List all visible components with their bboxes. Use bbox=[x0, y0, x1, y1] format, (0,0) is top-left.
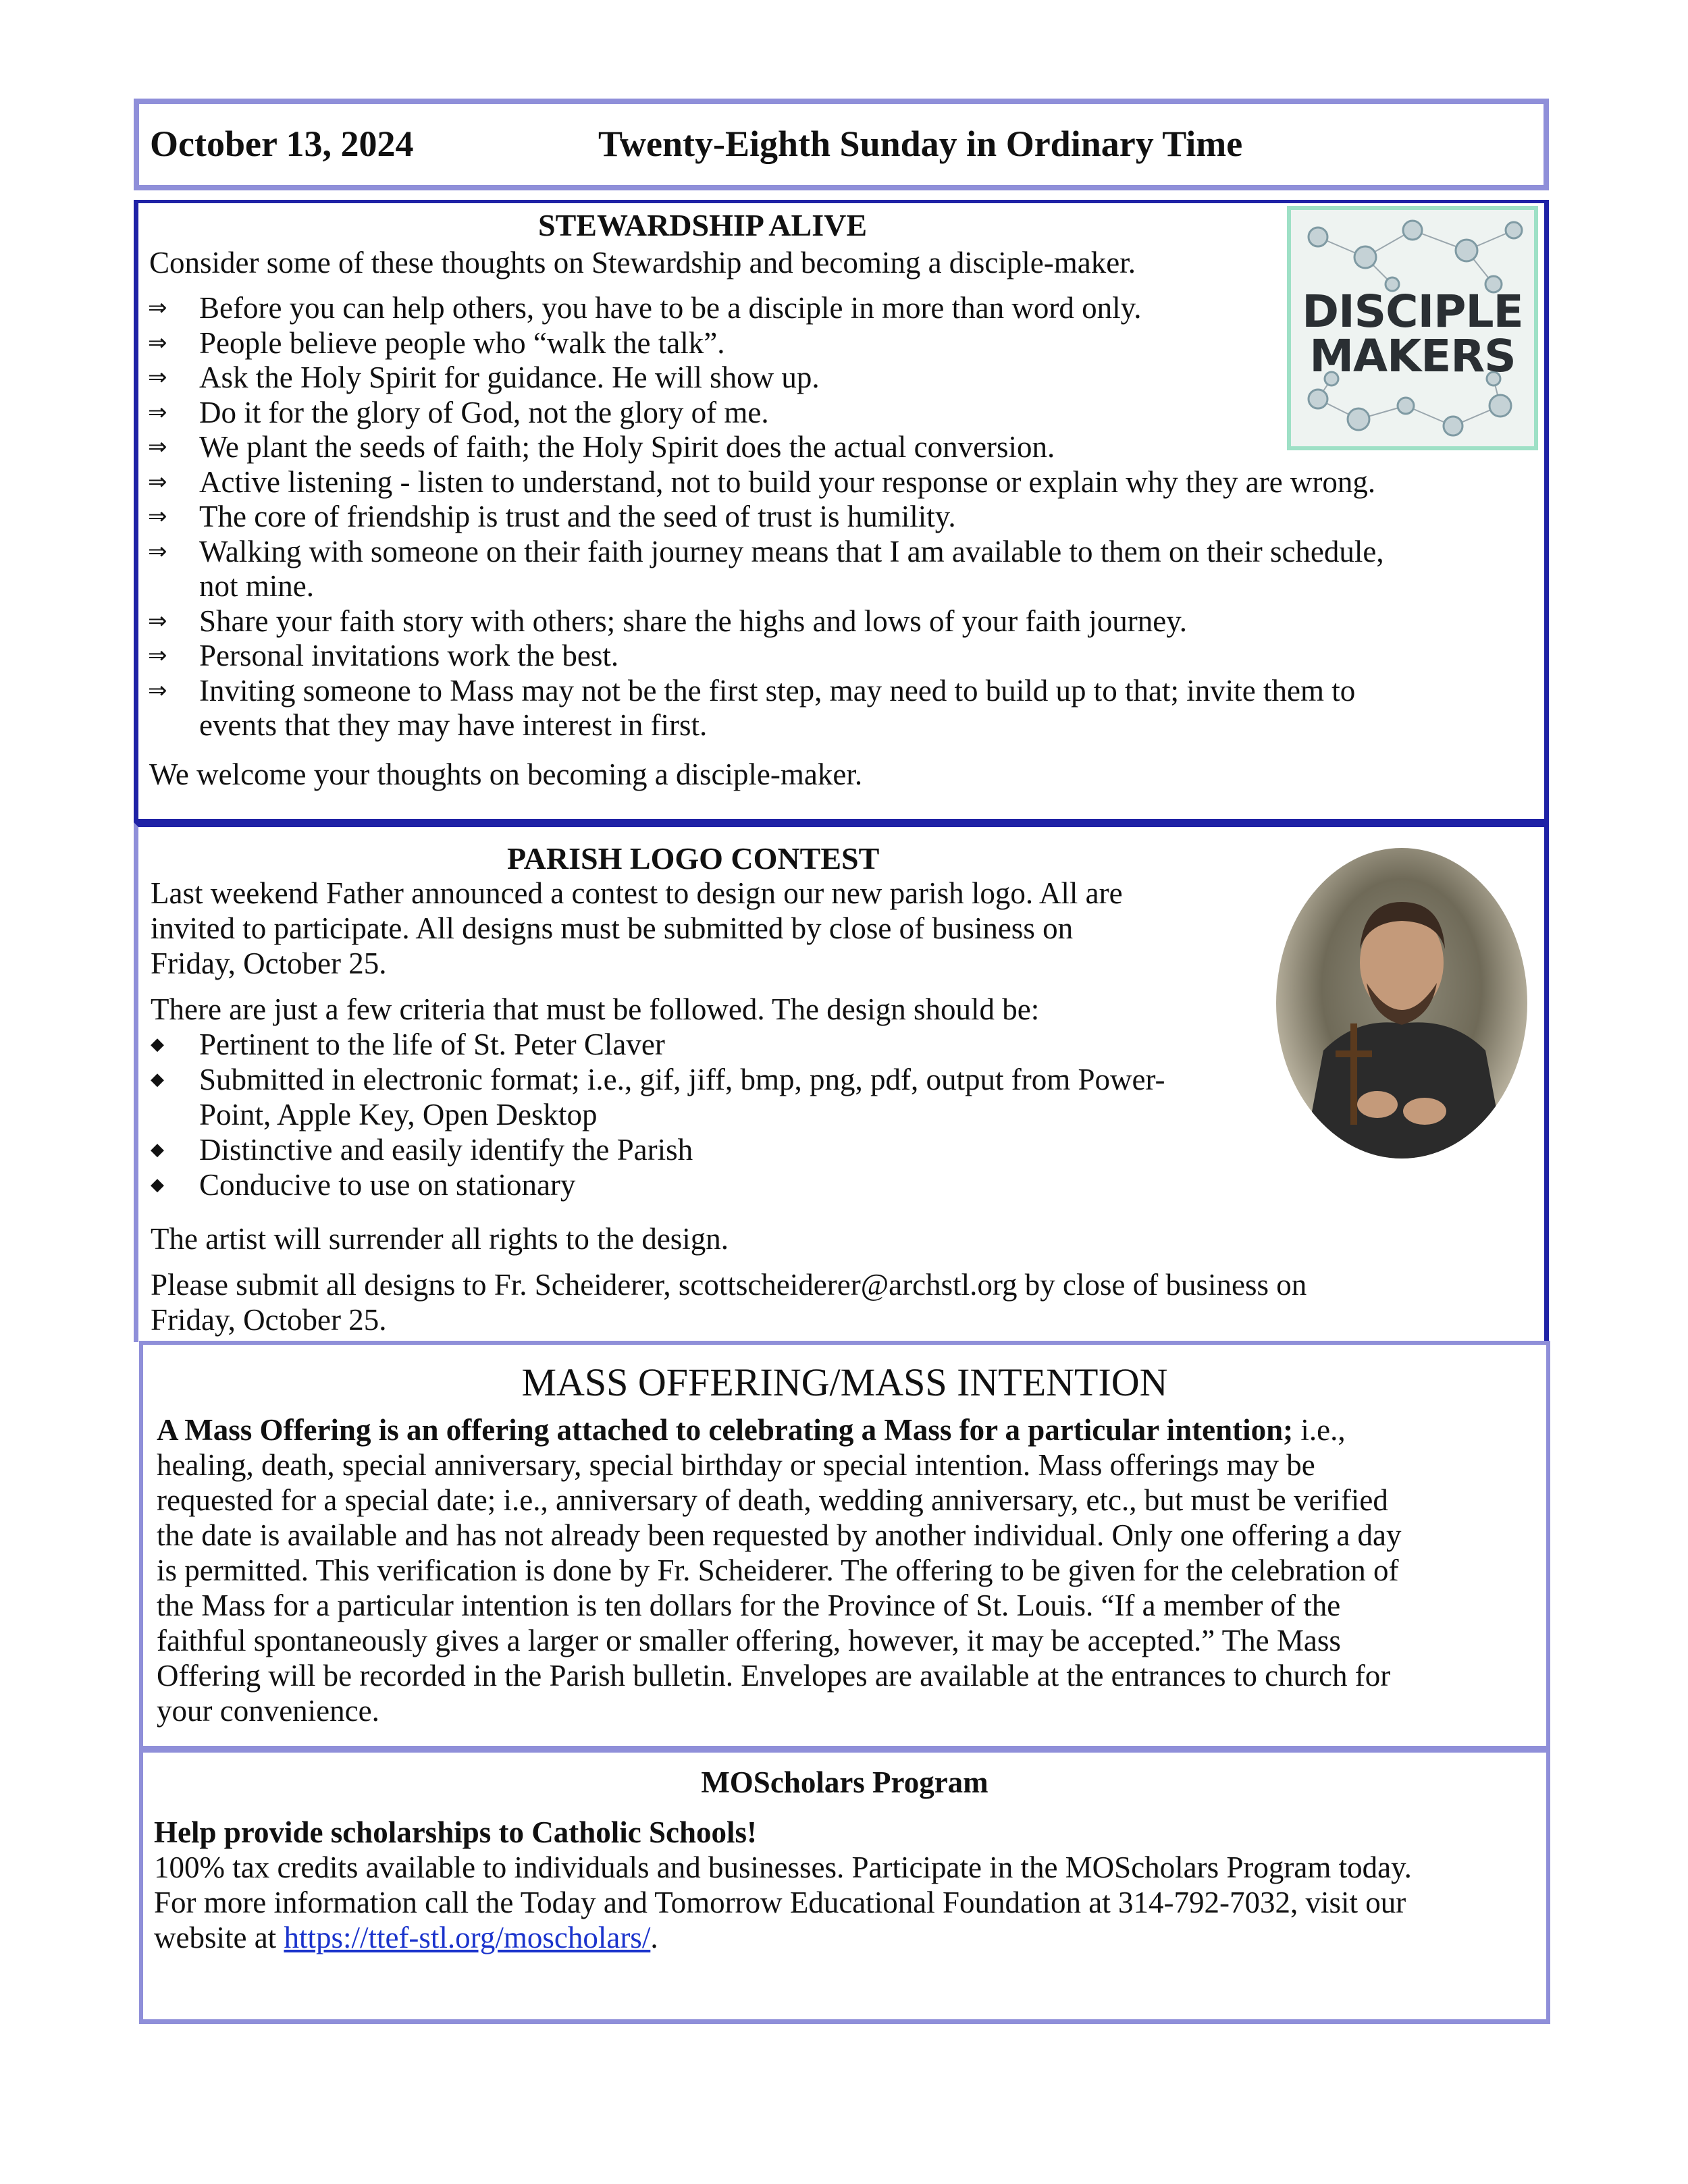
double-arrow-right-icon: ⇒ bbox=[148, 398, 167, 426]
criteria-intro: There are just a few criteria that must be followed. The design should be: bbox=[151, 992, 1040, 1026]
diamond-icon: ◆ bbox=[151, 1140, 164, 1160]
double-arrow-right-icon: ⇒ bbox=[148, 329, 167, 356]
list-item: ◆ Submitted in electronic format; i.e., gif, jiff, bmp, png, pdf, output from Power- bbox=[151, 1063, 1165, 1096]
submit-line: Please submit all designs to Fr. Scheiderer, scottscheiderer@archstl.org by close of business on bbox=[151, 1268, 1307, 1302]
double-arrow-right-icon: ⇒ bbox=[148, 364, 167, 391]
moscholars-section bbox=[139, 1750, 1550, 2024]
list-item-continuation: not mine. bbox=[199, 569, 314, 603]
moscholars-line: 100% tax credits available to individuals and businesses. Participate in the MOScholars Program today. bbox=[154, 1850, 1412, 1884]
list-item: ◆ Distinctive and easily identify the Parish bbox=[151, 1133, 693, 1167]
list-item-continuation: Point, Apple Key, Open Desktop bbox=[199, 1098, 598, 1131]
mass-offering-lead: A Mass Offering is an offering attached to celebrating a Mass for a particular intention; bbox=[157, 1413, 1294, 1447]
criteria-list bbox=[148, 1027, 1165, 1202]
list-item-continuation: events that they may have interest in first. bbox=[199, 708, 708, 742]
stewardship-heading: STEWARDSHIP ALIVE bbox=[538, 208, 867, 242]
disciple-text: DISCIPLE bbox=[1302, 286, 1523, 338]
list-item: ⇒ Ask the Holy Spirit for guidance. He will show up. bbox=[148, 361, 820, 394]
logo-intro-line: Last weekend Father announced a contest to design our new parish logo. All are bbox=[151, 876, 1123, 910]
diamond-icon: ◆ bbox=[151, 1069, 164, 1090]
list-item: ◆ Conducive to use on stationary bbox=[151, 1168, 576, 1202]
list-item: ⇒ Inviting someone to Mass may not be the first step, may need to build up to that; invite them to bbox=[148, 673, 1356, 708]
diamond-icon: ◆ bbox=[151, 1175, 164, 1195]
list-item: ⇒ Personal invitations work the best. bbox=[148, 639, 619, 672]
diamond-icon: ◆ bbox=[151, 1034, 164, 1055]
bulletin-header bbox=[134, 99, 1549, 190]
double-arrow-right-icon: ⇒ bbox=[148, 642, 167, 669]
mass-offering-section bbox=[139, 1341, 1550, 1750]
liturgical-day-title: Twenty-Eighth Sunday in Ordinary Time bbox=[598, 124, 1243, 164]
stewardship-intro: Consider some of these thoughts on Stewardship and becoming a disciple-maker. bbox=[149, 246, 1136, 279]
list-item: ◆ Pertinent to the life of St. Peter Claver bbox=[151, 1028, 665, 1061]
mass-offering-heading: MASS OFFERING/MASS INTENTION bbox=[521, 1360, 1168, 1404]
stewardship-closing: We welcome your thoughts on becoming a disciple-maker. bbox=[149, 757, 863, 791]
list-item: ⇒ The core of friendship is trust and the seed of trust is humility. bbox=[148, 500, 956, 533]
disciple-makers-image bbox=[1287, 206, 1538, 450]
double-arrow-right-icon: ⇒ bbox=[148, 607, 167, 635]
double-arrow-right-icon: ⇒ bbox=[148, 676, 167, 704]
moscholars-line: For more information call the Today and Tomorrow Educational Foundation at 314-792-7032, visit our bbox=[154, 1886, 1406, 1919]
stewardship-list bbox=[148, 291, 1384, 743]
rights-statement: The artist will surrender all rights to the design. bbox=[151, 1222, 729, 1256]
double-arrow-right-icon: ⇒ bbox=[148, 503, 167, 530]
logo-contest-heading: PARISH LOGO CONTEST bbox=[507, 841, 880, 876]
list-item: ⇒ Active listening - listen to understand, not to build your response or explain why they are wrong. bbox=[148, 464, 1376, 499]
logo-intro-line: Friday, October 25. bbox=[151, 947, 387, 980]
bulletin-date: October 13, 2024 bbox=[150, 124, 414, 164]
double-arrow-right-icon: ⇒ bbox=[148, 294, 167, 321]
list-item: ⇒ Before you can help others, you have to be a disciple in more than word only. bbox=[148, 291, 1142, 325]
moscholars-heading: MOScholars Program bbox=[701, 1765, 988, 1799]
moscholars-website-link[interactable]: https://ttef-stl.org/moscholars/ bbox=[284, 1921, 651, 1954]
portrait-graphic bbox=[1276, 848, 1527, 1158]
list-item: ⇒ People believe people who “walk the talk”. bbox=[148, 325, 725, 360]
list-item: ⇒ Walking with someone on their faith journey means that I am available to them on their schedule, bbox=[148, 534, 1384, 568]
double-arrow-right-icon: ⇒ bbox=[148, 537, 167, 565]
makers-text: MAKERS bbox=[1309, 330, 1516, 382]
moscholars-subheading: Help provide scholarships to Catholic Schools! bbox=[154, 1815, 758, 1849]
double-arrow-right-icon: ⇒ bbox=[148, 433, 167, 460]
submit-line: Friday, October 25. bbox=[151, 1303, 387, 1337]
list-item: ⇒ We plant the seeds of faith; the Holy Spirit does the actual conversion. bbox=[148, 430, 1055, 464]
mass-offering-paragraph: A Mass Offering is an offering attached to celebrating a Mass for a particular intention; i.e., healing, death, special anniversary, special birthday or special intention. Mass offerings may be requested for a special date; i.e., anniversary of death, wedding anniversary, etc., but must be verified the date is available and has not already been requested by another individual. Only one offering a day is permitted. This verification is done by Fr. Scheiderer. The offering to be given for the celebration of the Mass for a particular intention is ten dollars for the Province of St. Louis. “If a member of the faithful spontaneously gives a larger or smaller offering, however, it may be accepted.” The Mass Offering will be recorded in the Parish bulletin. Envelopes are available at the entrances to church for your convenience. bbox=[157, 1413, 1402, 1728]
moscholars-website-line: website at https://ttef-stl.org/moscholars/. bbox=[154, 1921, 658, 1954]
saint-portrait-image bbox=[1276, 848, 1527, 1158]
double-arrow-right-icon: ⇒ bbox=[148, 468, 167, 496]
list-item: ⇒ Do it for the glory of God, not the glory of me. bbox=[148, 395, 769, 429]
list-item: ⇒ Share your faith story with others; share the highs and lows of your faith journey. bbox=[148, 604, 1188, 638]
logo-intro-line: invited to participate. All designs must be submitted by close of business on bbox=[151, 911, 1074, 945]
